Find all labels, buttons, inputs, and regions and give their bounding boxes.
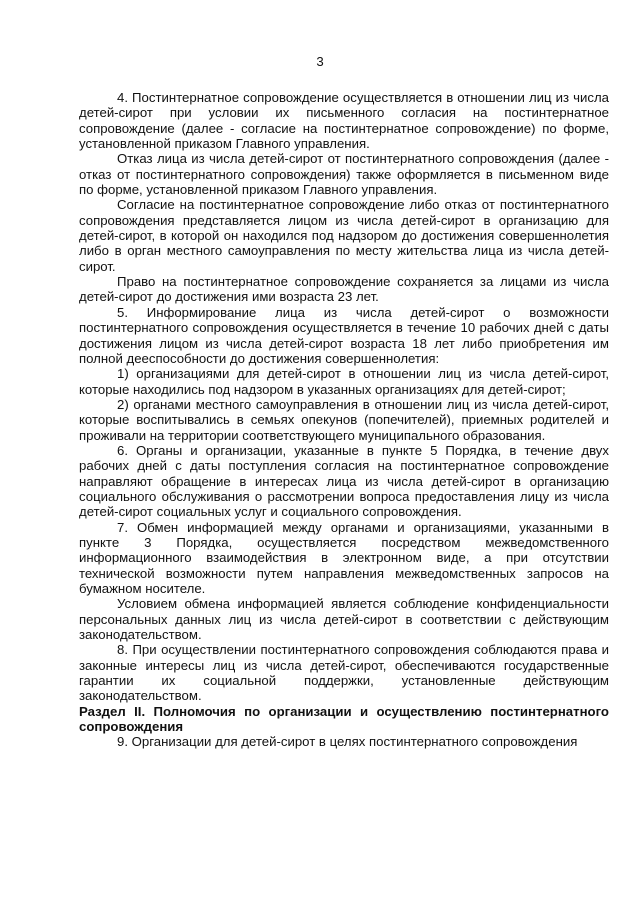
paragraph: Право на постинтернатное сопровождение сохраняется за лицами из числа детей-сирот до достижения ими возраста 23 лет.: [79, 274, 609, 305]
document-body: [79, 90, 609, 750]
paragraph: 6. Органы и организации, указанные в пункте 5 Порядка, в течение двух рабочих дней с даты поступления согласия на постинтернатное сопровождение направляют обращение в интересах лица из числа детей-сирот в организацию социального обслуживания о рассмотрении вопроса предоставления лицу из числа детей-сирот социальных услуг и социального сопровождения.: [79, 442, 609, 520]
section-heading: Раздел II. Полномочия по организации и осуществлению постинтернатного сопровождения: [79, 703, 609, 735]
paragraph: Согласие на постинтернатное сопровождение либо отказ от постинтернатного сопровождения представляется лицом из числа детей-сирот в организацию для детей-сирот, в которой он находился под надзором до достижения совершеннолетия либо в орган местного самоуправления по месту жительства лица из числа детей-сирот.: [79, 197, 609, 274]
paragraph: 5. Информирование лица из числа детей-сирот о возможности постинтернатного сопровождения осуществляется в течение 10 рабочих дней с даты достижения лицом из числа детей-сирот возраста 18 лет либо приобретения им полной дееспособности до достижения совершеннолетия:: [79, 304, 609, 366]
page-number: 3: [316, 54, 324, 69]
paragraph: Отказ лица из числа детей-сирот от постинтернатного сопровождения (далее - отказ от постинтернатного сопровождения) также оформляется в письменном виде по форме, установленной приказом Главного управления.: [79, 151, 609, 198]
paragraph: 4. Постинтернатное сопровождение осуществляется в отношении лиц из числа детей-сирот при условии их письменного согласия на постинтернатное сопровождение (далее - согласие на постинтернатное сопровождение) по форме, установленной приказом Главного управления.: [79, 90, 609, 152]
paragraph: 7. Обмен информацией между органами и организациями, указанными в пункте 3 Порядка, осуществляется посредством межведомственного информационного взаимодействия в электронном виде, а при отсутствии технической возможности путем направления межведомственных запросов на бумажном носителе.: [79, 519, 609, 596]
paragraph: 8. При осуществлении постинтернатного сопровождения соблюдаются права и законные интересы лиц из числа детей-сирот, обеспечиваются государственные гарантии их социальной поддержки, установленные действующим законодательством.: [79, 642, 609, 704]
paragraph: Условием обмена информацией является соблюдение конфиденциальности персональных данных лиц из числа детей-сирот в соответствии с действующим законодательством.: [79, 596, 609, 643]
paragraph: 9. Организации для детей-сирот в целях постинтернатного сопровождения: [117, 734, 578, 750]
paragraph: 1) организациями для детей-сирот в отношении лиц из числа детей-сирот, которые находились под надзором в указанных организациях для детей-сирот;: [79, 366, 609, 397]
paragraph: 2) органами местного самоуправления в отношении лиц из числа детей-сирот, которые воспитывались в семьях опекунов (попечителей), приемных родителей и проживали на территории соответствующего муниципального образования.: [79, 396, 609, 443]
